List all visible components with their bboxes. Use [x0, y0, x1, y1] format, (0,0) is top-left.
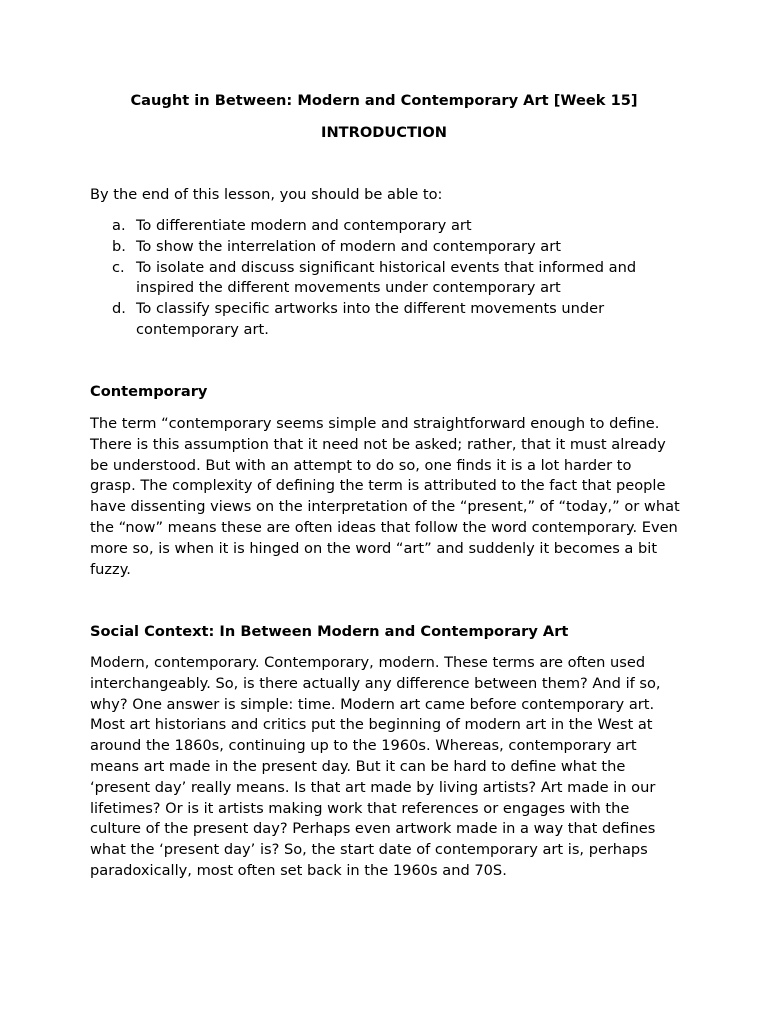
section-body-social-context: Modern, contemporary. Contemporary, modern. These terms are often used interchangeably. So, is there actually any difference between them? And if so, why? One answer is simple: time. Modern art came before contemporary art. Most art historians and critics put the beginning of modern art in the West at around the 1860s, continuing up to the 1960s. Whereas, contemporary art means art made in the present day. But it can be hard to define what the ‘present day’ really means. Is that art made by living artists? Art made in our lifetimes? Or is it artists making work that references or engages with the culture of the present day? Perhaps even artwork made in a way that defines what the ‘present day’ is? So, the start date of contemporary art is, perhaps paradoxically, most often set back in the 1960s and 70S. — [90, 654, 661, 879]
list-marker: c. — [112, 258, 125, 276]
section-heading-social-context: Social Context: In Between Modern and Contemporary Art — [90, 623, 569, 640]
list-item — [90, 237, 680, 258]
document-subtitle: INTRODUCTION — [321, 124, 447, 141]
objectives-list — [90, 216, 680, 341]
list-item-text: To isolate and discuss significant historical events that informed and inspired the different movements under contemporary art — [136, 258, 637, 297]
list-item — [90, 258, 680, 300]
list-item-text: To show the interrelation of modern and contemporary art — [136, 237, 561, 255]
list-item — [90, 216, 680, 237]
section-body-contemporary: The term “contemporary seems simple and straightforward enough to define. There is this assumption that it need not be asked; rather, that it must already be understood. But with an attempt to do so, one finds it is a lot harder to grasp. The complexity of defining the term is attributed to the fact that people have dissenting views on the interpretation of the “present,” of “today,” or what the “now” means these are often ideas that follow the word contemporary. Even more so, is when it is hinged on the word “art” and suddenly it becomes a bit fuzzy. — [90, 415, 680, 578]
list-marker: a. — [112, 217, 126, 234]
section-heading-contemporary: Contemporary — [90, 383, 208, 400]
intro-text: By the end of this lesson, you should be able to: — [90, 186, 443, 203]
list-marker: b. — [112, 237, 126, 255]
list-item — [90, 299, 680, 341]
list-marker: d. — [112, 300, 126, 318]
list-item-text: To classify specific artworks into the different movements under contemporary art. — [136, 300, 605, 338]
document-title: Caught in Between: Modern and Contemporary Art [Week 15] — [130, 92, 638, 109]
list-item-text: To differentiate modern and contemporary art — [136, 217, 472, 234]
